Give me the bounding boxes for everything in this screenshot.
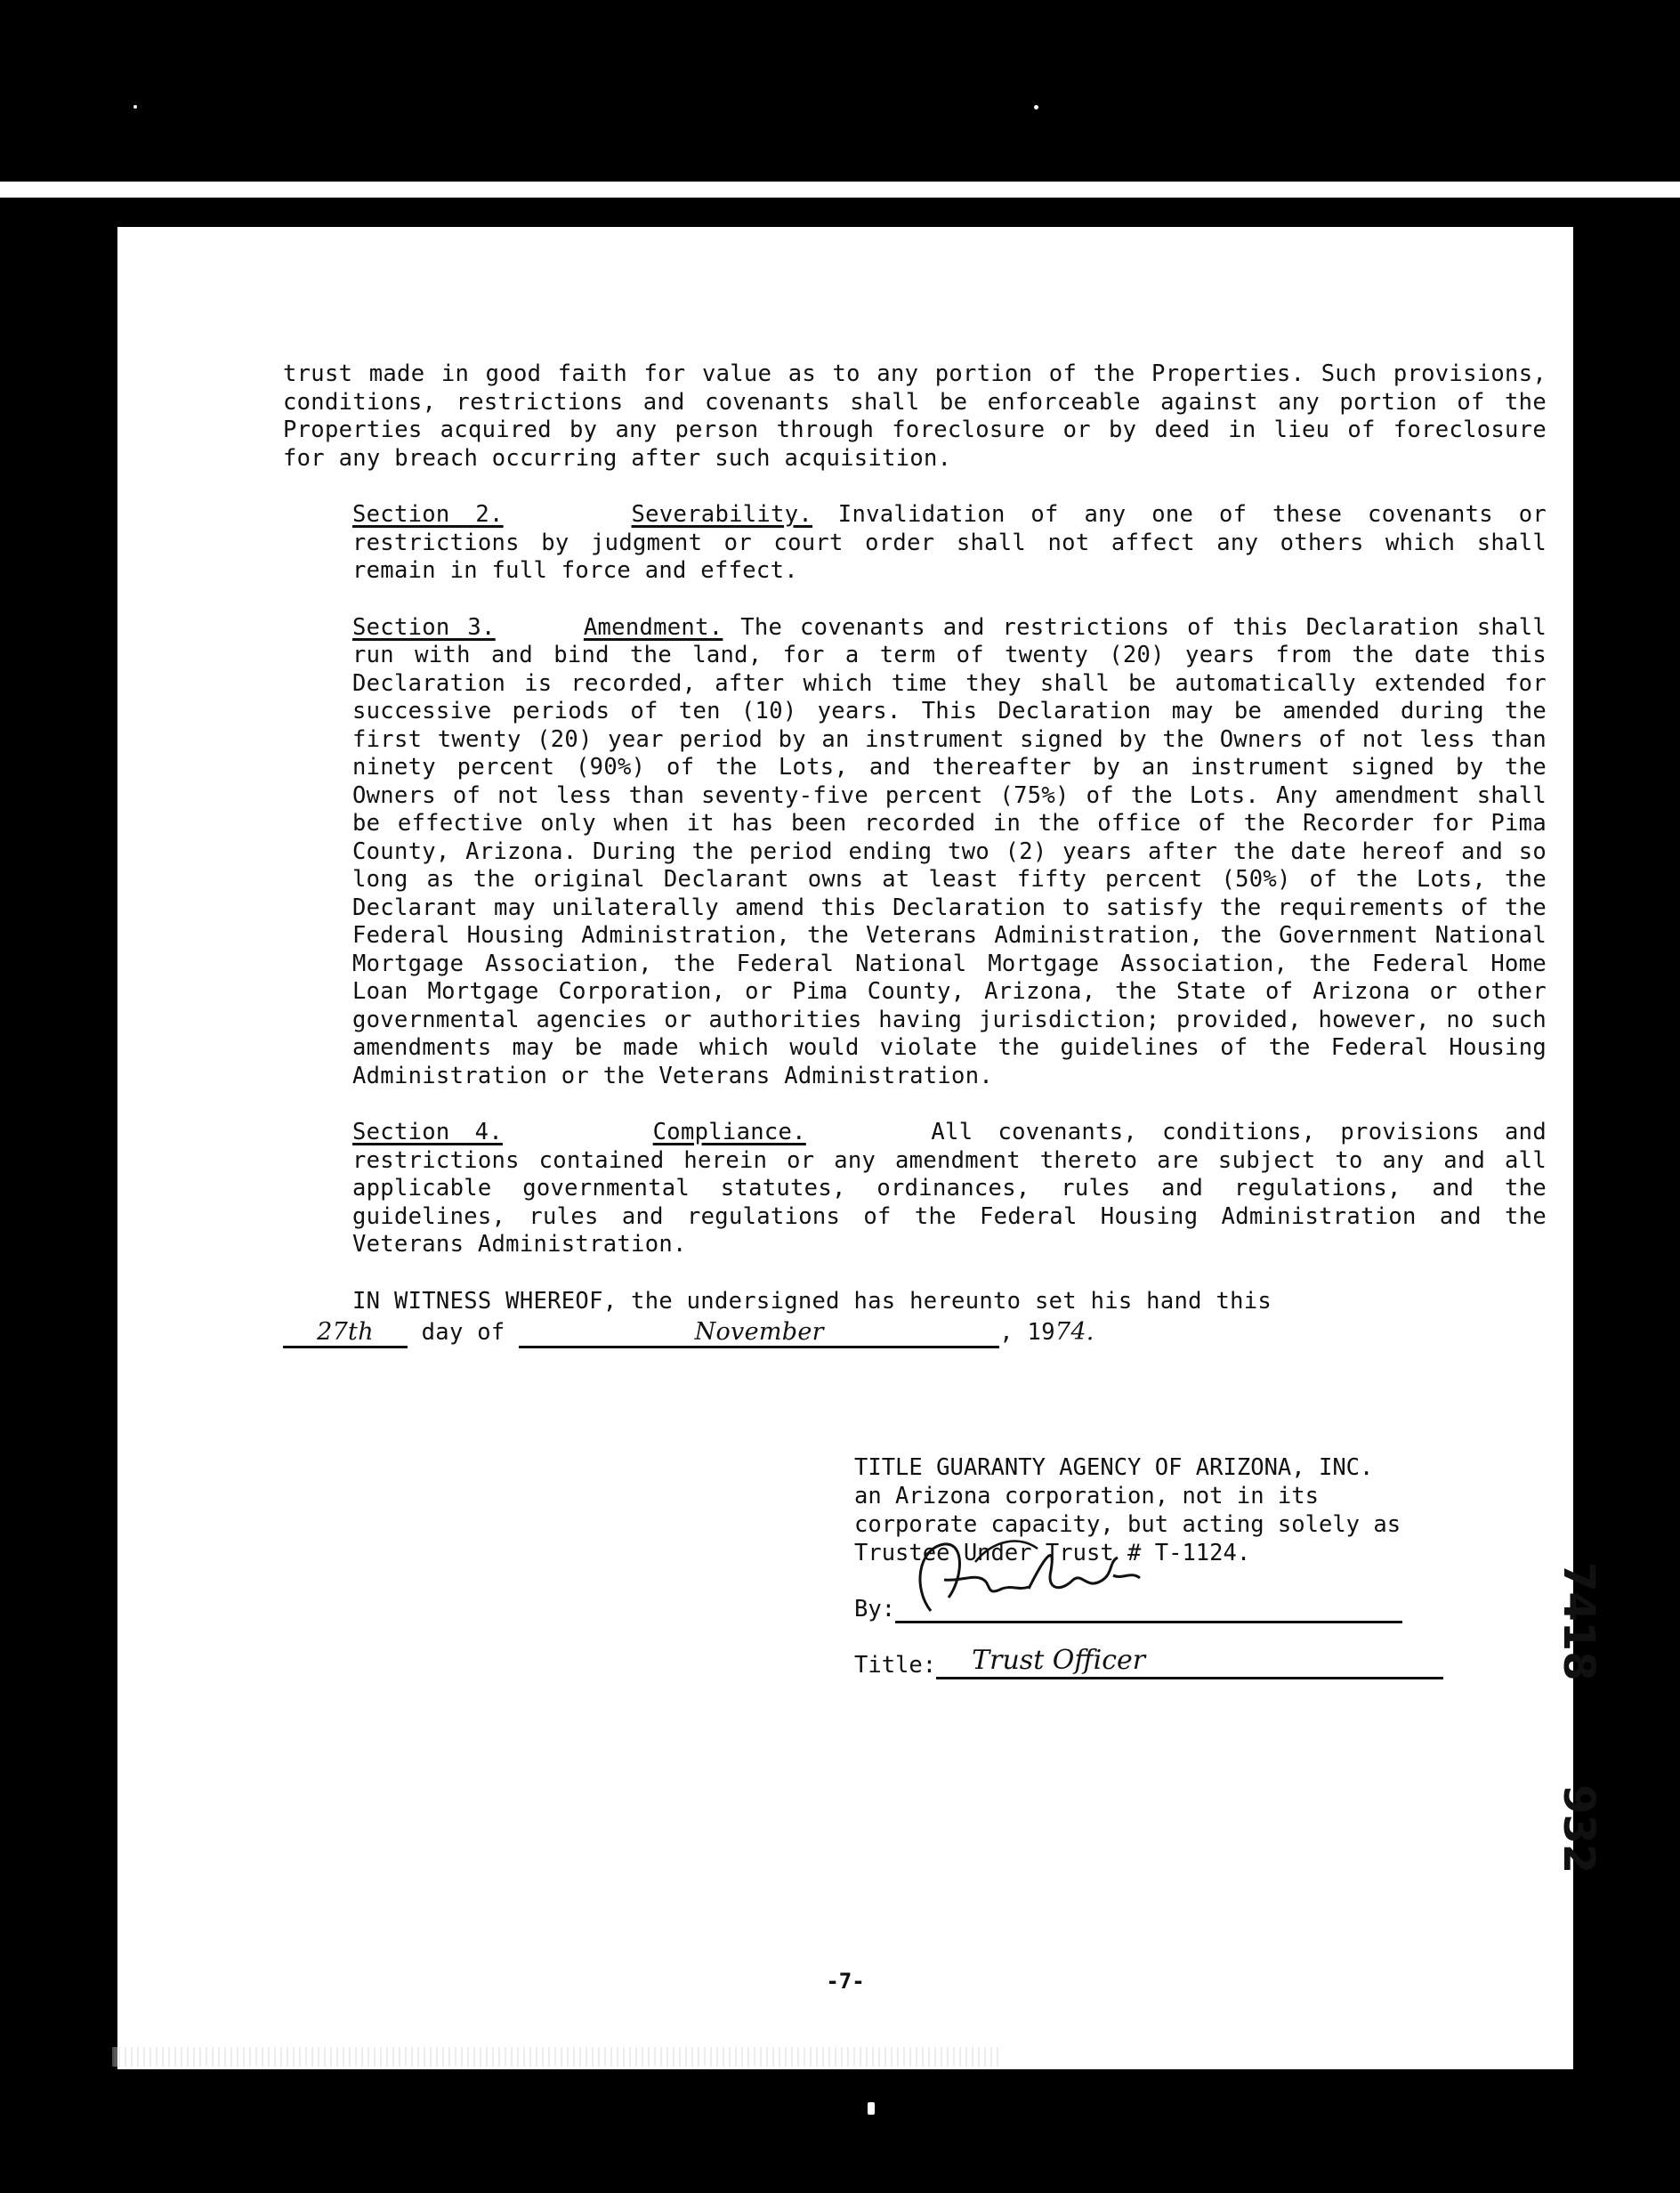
witness-date-line <box>283 1319 1547 1348</box>
section-3-label: Section 3. <box>352 613 496 641</box>
recording-page-number: 932 <box>1554 1784 1603 1874</box>
page-number: -7- <box>826 1969 865 1994</box>
signature-block <box>854 1453 1548 1679</box>
section-2-text: Invalidation of any one of these covenants or restrictions by judgment or court order shall not affect any others which shall remain in full force and effect. <box>352 501 1547 584</box>
scan-border-strip <box>0 182 1680 198</box>
section-2-paragraph <box>283 501 1547 586</box>
year-prefix: , 19 <box>999 1319 1055 1346</box>
scan-noise <box>112 2047 1002 2067</box>
scan-speck <box>868 2102 875 2115</box>
section-4-paragraph <box>283 1119 1547 1259</box>
section-4-text: All covenants, conditions, provisions and restrictions contained herein or any amendment thereto are subject to any and all applicable governmental statutes, ordinances, rules and regulations, and the guidelines, rules and regulations of the Federal Housing Administration and the Veterans Administration. <box>352 1119 1547 1258</box>
witness-month-field: November <box>519 1319 999 1348</box>
section-4-label: Section 4. <box>352 1119 503 1145</box>
title-value: Trust Officer <box>972 1645 1146 1676</box>
scan-speck <box>1034 105 1038 109</box>
paragraph-continuation: trust made in good faith for value as to any portion of the Properties. Such provisions, conditions, restrictions and covenants shall be enforceable against any portion of the Properties acquired by any person through foreclosure or by deed in lieu of foreclosure for any breach occurring after such acquisition. <box>283 360 1547 472</box>
document-page <box>117 227 1603 2069</box>
title-label: Title: <box>854 1652 937 1679</box>
witness-day-field: 27th <box>283 1319 408 1348</box>
section-4-title: Compliance. <box>652 1119 806 1145</box>
scan-speck <box>133 105 137 109</box>
section-3-text: The covenants and restrictions of this Declaration shall run with and bind the land, for a term of twenty (20) years from the date this Declaration is recorded, after which time they shall be automatically extended for successive periods of ten (10) years. This Declaration may be amended during the first twenty (20) year period by an instrument signed by the Owners of not less than ninety percent (90%) of the Lots, and thereafter by an instrument signed by the Owners of not less than seventy-five percent (75%) of the Lots. Any amendment shall be effective only when it has been recorded in the office of the Recorder for Pima County, Arizona. During the period ending two (2) years after the date hereof and so long as the original Declarant owns at least fifty percent (50%) of the Lots, the Declarant may unilaterally amend this Declaration to satisfy the requirements of the Federal Housing Administration, the Veterans Administration, the Government National Mortgage Association, the Federal National Mortgage Association, the Federal Home Loan Mortgage Corporation, or Pima County, Arizona, the State of Arizona or other governmental agencies or authorities having jurisdiction; provided, however, no such amendments may be made which would violate the guidelines of the Federal Housing Administration or the Veterans Administration. <box>352 613 1547 1089</box>
signatory-line-2: an Arizona corporation, not in its <box>854 1483 1319 1509</box>
witness-clause: IN WITNESS WHEREOF, the undersigned has hereunto set his hand this <box>352 1287 1272 1315</box>
document-body <box>283 360 1547 1348</box>
section-3-title: Amendment. <box>583 613 723 641</box>
title-signature-line <box>936 1645 1443 1679</box>
by-label: By: <box>854 1596 896 1622</box>
scan-speck <box>166 320 171 326</box>
title-signature-row <box>854 1645 1548 1679</box>
section-2-label: Section 2. <box>352 501 504 528</box>
signatory-line-4: Trustee Under Trust # T-1124. <box>854 1540 1251 1566</box>
recording-book-number: 7418 <box>1554 1562 1603 1681</box>
by-signature-line <box>895 1594 1402 1623</box>
handwritten-signature <box>895 1526 1162 1624</box>
by-signature-row <box>854 1594 1548 1623</box>
section-3-paragraph <box>283 614 1547 1091</box>
signatory-entity: TITLE GUARANTY AGENCY OF ARIZONA, INC. <box>854 1454 1374 1481</box>
section-2-title: Severability. <box>631 501 813 528</box>
day-of-label: day of <box>421 1319 505 1346</box>
signatory-line-3: corporate capacity, but acting solely as <box>854 1511 1401 1538</box>
witness-year-field: 74. <box>1054 1318 1094 1346</box>
recording-stamp <box>1461 1562 1621 1936</box>
